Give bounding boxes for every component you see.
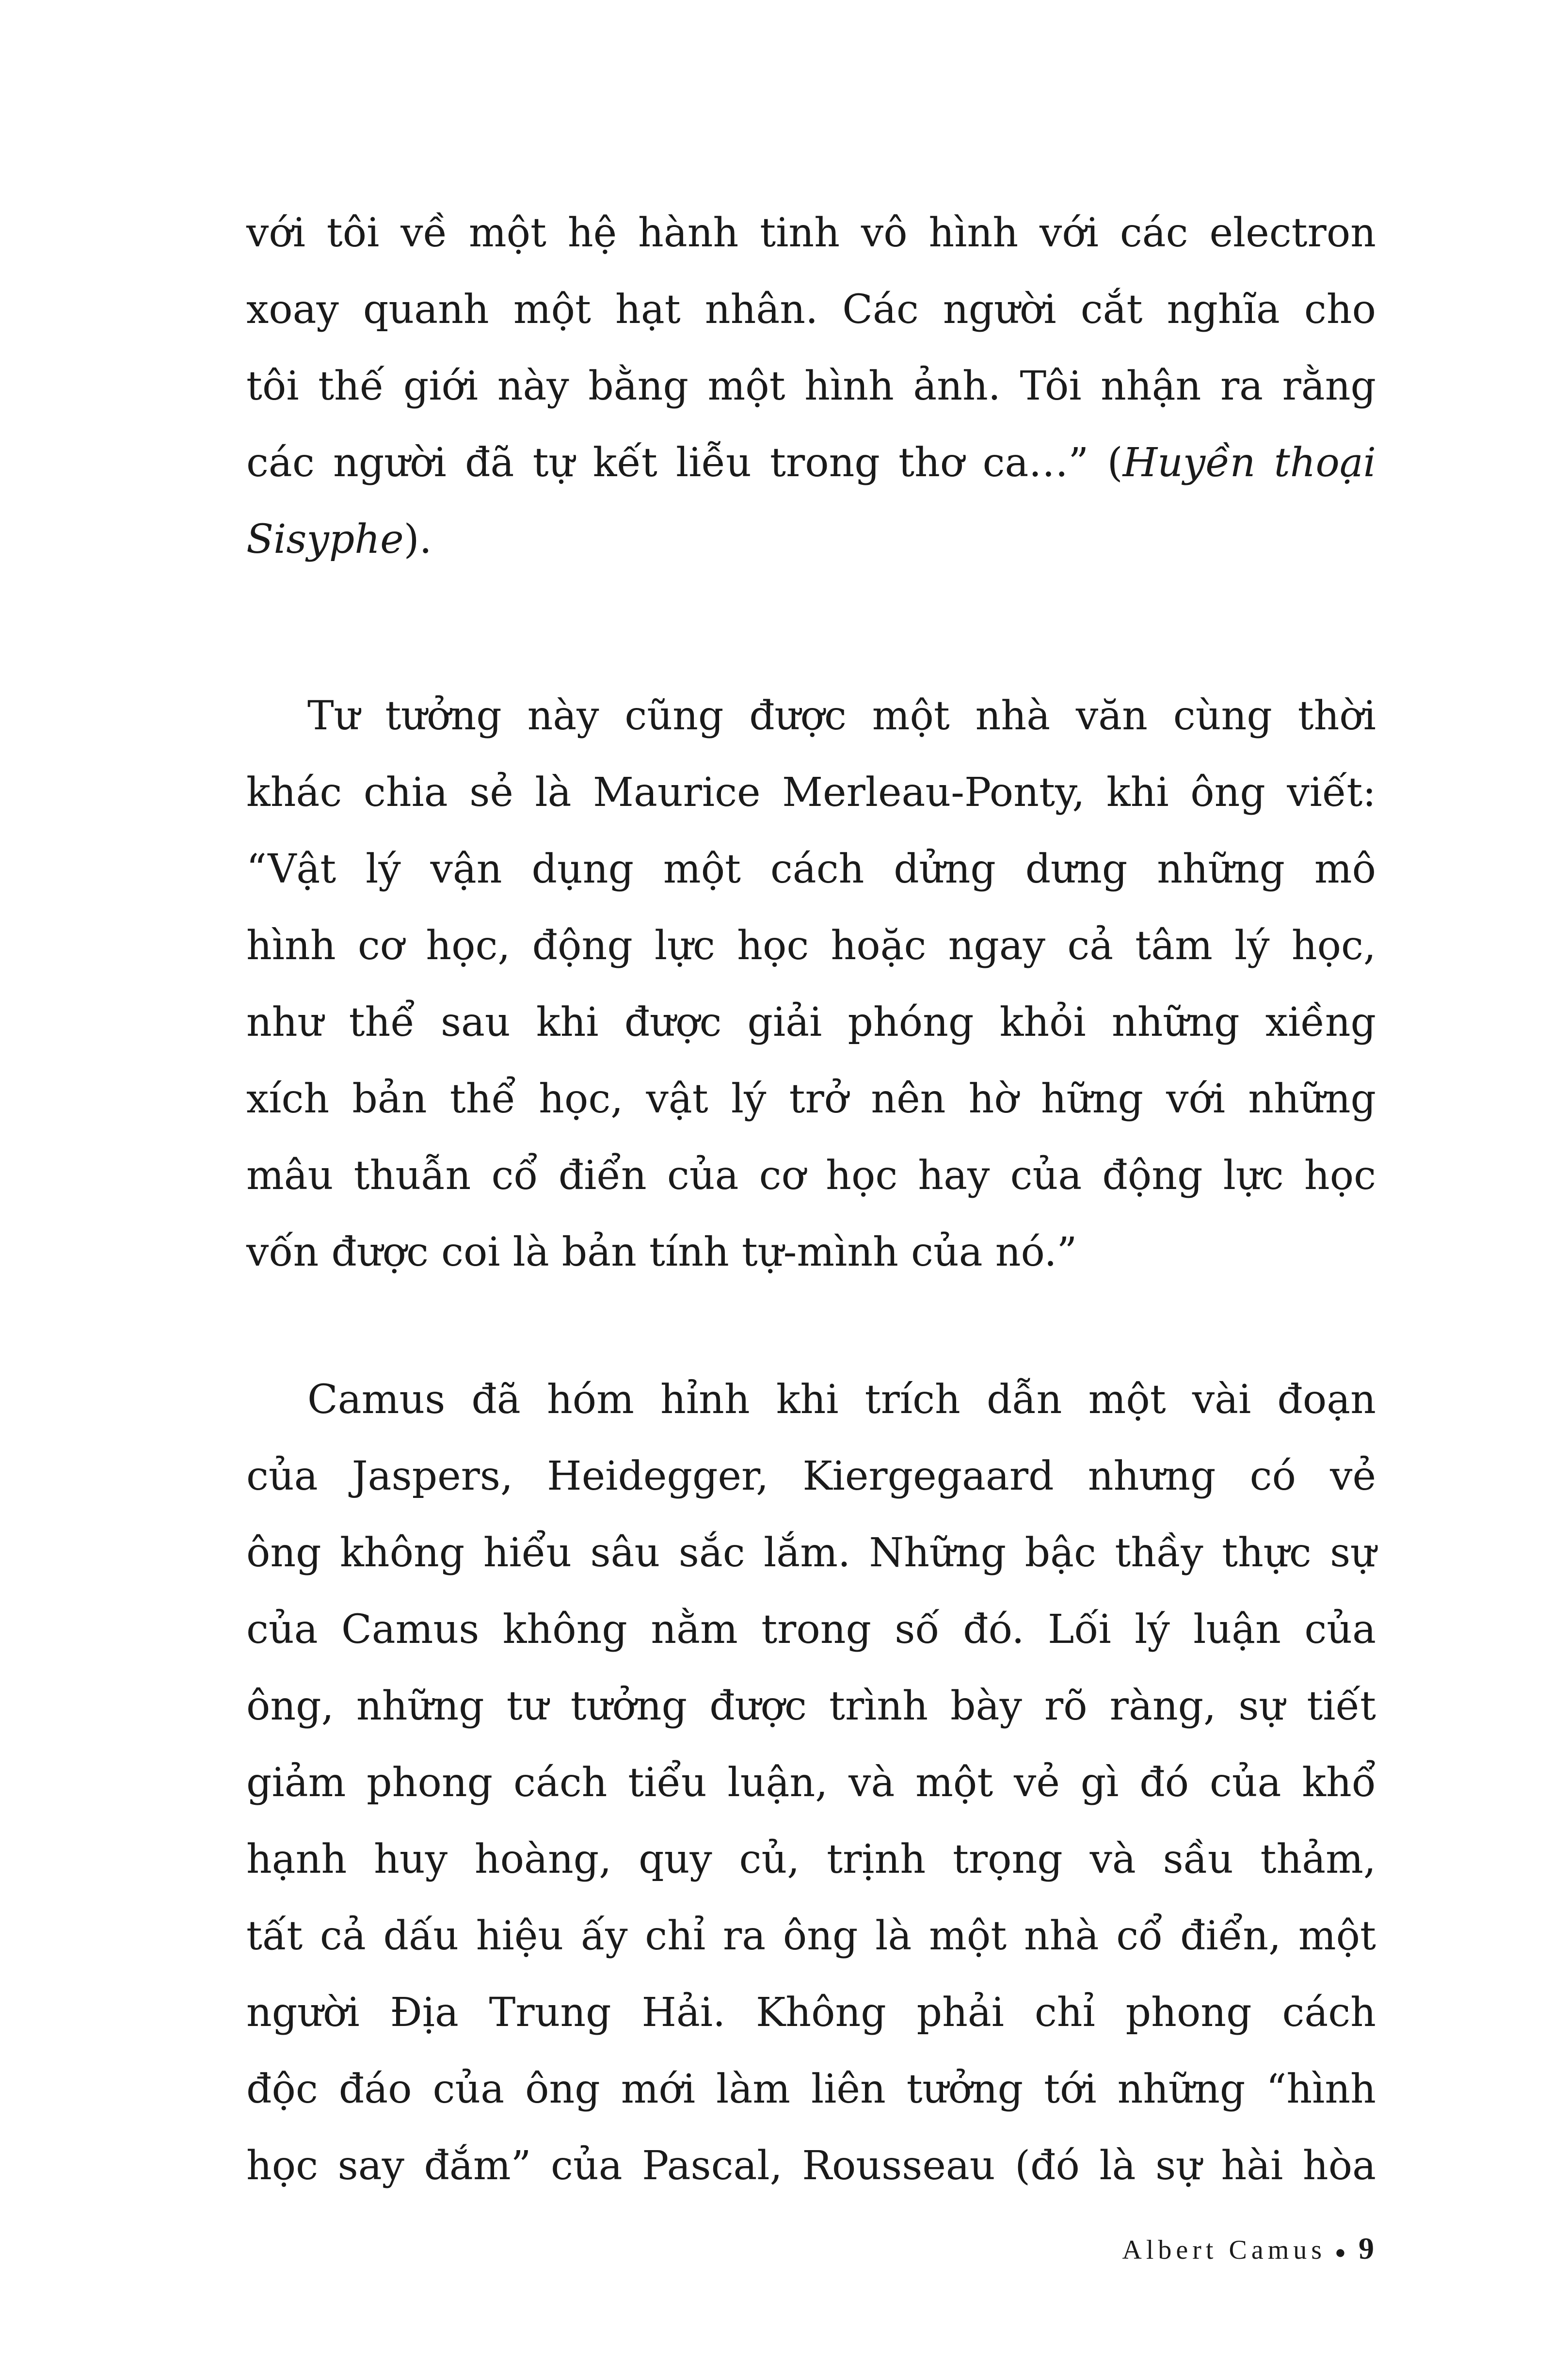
text-line: Tư tưởng này cũng được một nhà văn cùng thời [307,693,1376,739]
text-line: khác chia sẻ là Maurice Merleau-Ponty, khi ông viết: [246,770,1376,816]
text-line: ông không hiểu sâu sắc lắm. Những bậc thầy thực sự [246,1530,1376,1576]
text-line: của Camus không nằm trong số đó. Lối lý luận của [246,1607,1376,1653]
book-title: Huyền thoại [1122,440,1376,486]
page-footer [1122,2231,1374,2266]
text-line: Sisyphe). [246,516,432,563]
text-line: các người đã tự kết liễu trong thơ ca…” (Huyền thoại [246,440,1376,486]
text-line: Camus đã hóm hỉnh khi trích dẫn một vài đoạn [307,1377,1376,1423]
text-line: như thể sau khi được giải phóng khỏi những xiềng [246,999,1376,1045]
text-line: ông, những tư tưởng được trình bày rõ ràng, sự tiết [246,1683,1376,1729]
text-line: người Địa Trung Hải. Không phải chỉ phong cách [246,1990,1376,2036]
text-line: vốn được coi là bản tính tự-mình của nó.” [246,1229,1077,1275]
paragraph-3 [246,1362,1376,2204]
paragraph-1 [246,195,1376,578]
text-line: “Vật lý vận dụng một cách dửng dưng những mô [246,846,1376,892]
text-line: xích bản thể học, vật lý trở nên hờ hững với những [246,1076,1376,1122]
text-line: mâu thuẫn cổ điển của cơ học hay của động lực học [246,1153,1376,1199]
paragraph-2 [246,678,1376,1291]
text-line: học say đắm” của Pascal, Rousseau (đó là sự hài hòa [246,2143,1376,2189]
text-line: hạnh huy hoàng, quy củ, trịnh trọng và sầu thảm, [246,1836,1376,1882]
text-line: của Jaspers, Heidegger, Kiergegaard nhưng có vẻ [246,1453,1376,1499]
text-line: với tôi về một hệ hành tinh vô hình với các electron [246,210,1376,256]
text-line: độc đáo của ông mới làm liên tưởng tới những “hình [246,2066,1376,2112]
book-title: Sisyphe [246,516,404,563]
running-title: Albert Camus [1122,2235,1327,2265]
text-line: xoay quanh một hạt nhân. Các người cắt nghĩa cho [246,287,1376,333]
text-line: tất cả dấu hiệu ấy chỉ ra ông là một nhà cổ điển, một [246,1913,1376,1959]
bullet-separator-icon: ● [1335,2242,1346,2263]
text-line: giảm phong cách tiểu luận, và một vẻ gì đó của khổ [246,1760,1376,1806]
text-line: tôi thế giới này bằng một hình ảnh. Tôi nhận ra rằng [246,363,1376,409]
page-number: 9 [1359,2231,1374,2266]
text-line: hình cơ học, động lực học hoặc ngay cả tâm lý học, [246,923,1376,969]
